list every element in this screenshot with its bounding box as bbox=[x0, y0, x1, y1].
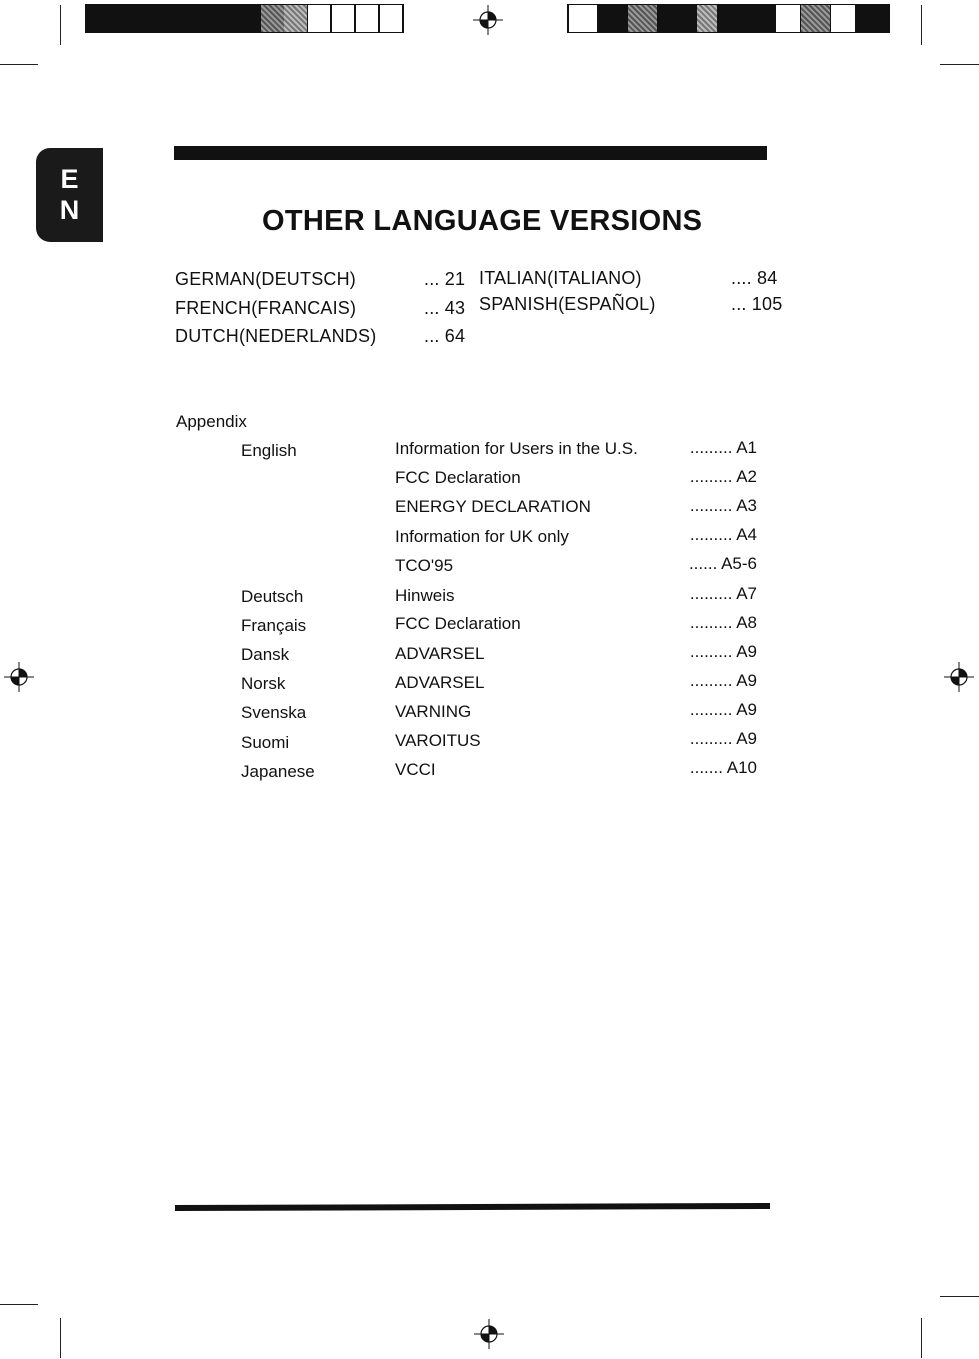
crop-mark bbox=[921, 5, 922, 45]
appendix-page: ...... A5-6 bbox=[688, 554, 757, 573]
language-page: ... 105 bbox=[731, 294, 783, 314]
crop-mark bbox=[0, 64, 38, 65]
appendix-description: FCC Declaration bbox=[395, 468, 521, 487]
appendix-page: ......... A9 bbox=[689, 642, 757, 661]
footer-rule bbox=[175, 1203, 770, 1211]
appendix-page: ......... A9 bbox=[689, 671, 757, 690]
registration-target-icon bbox=[4, 662, 34, 692]
appendix-description: Hinweis bbox=[395, 586, 455, 605]
language-name: SPANISH(ESPAÑOL) bbox=[479, 294, 656, 314]
registration-bar-left bbox=[85, 4, 404, 33]
language-name: GERMAN(DEUTSCH) bbox=[175, 269, 356, 289]
appendix-language: Français bbox=[241, 616, 307, 635]
appendix-language: English bbox=[241, 441, 297, 460]
language-page: ... 21 bbox=[424, 269, 466, 289]
crop-mark bbox=[940, 1296, 979, 1297]
appendix-description: Information for Users in the U.S. bbox=[395, 439, 638, 458]
crop-mark bbox=[60, 5, 61, 45]
appendix-description: TCO'95 bbox=[395, 556, 454, 575]
language-name: ITALIAN(ITALIANO) bbox=[479, 268, 642, 288]
appendix-page: ......... A4 bbox=[689, 525, 757, 544]
appendix-page: ......... A1 bbox=[689, 438, 757, 457]
registration-bar-right bbox=[567, 4, 890, 33]
header-rule bbox=[174, 146, 767, 160]
registration-target-icon bbox=[944, 662, 974, 692]
crop-mark bbox=[940, 64, 979, 65]
appendix-page: ......... A2 bbox=[689, 467, 757, 486]
appendix-language: Japanese bbox=[241, 762, 315, 781]
crop-mark bbox=[921, 1318, 922, 1358]
registration-target-icon bbox=[474, 1319, 504, 1349]
appendix-description: ADVARSEL bbox=[395, 644, 485, 663]
appendix-language: Norsk bbox=[241, 674, 286, 693]
appendix-description: ADVARSEL bbox=[395, 673, 485, 692]
appendix-page: ......... A9 bbox=[689, 700, 757, 719]
language-name: DUTCH(NEDERLANDS) bbox=[175, 326, 377, 346]
appendix-description: FCC Declaration bbox=[395, 614, 521, 633]
crop-mark bbox=[60, 1318, 61, 1358]
appendix-language: Dansk bbox=[241, 645, 290, 664]
appendix-language: Deutsch bbox=[241, 587, 304, 606]
appendix-description: VARNING bbox=[395, 702, 472, 721]
registration-target-icon bbox=[473, 5, 503, 35]
appendix-page: ......... A7 bbox=[689, 584, 757, 603]
appendix-description: Information for UK only bbox=[395, 527, 569, 546]
appendix-description: VCCI bbox=[395, 760, 436, 779]
appendix-page: ....... A10 bbox=[689, 758, 757, 777]
language-tab-letter: N bbox=[59, 195, 80, 225]
appendix-language: Svenska bbox=[241, 703, 307, 722]
language-name: FRENCH(FRANCAIS) bbox=[175, 298, 357, 318]
appendix-label: Appendix bbox=[176, 412, 247, 431]
language-page: .... 84 bbox=[731, 268, 778, 288]
appendix-description: ENERGY DECLARATION bbox=[395, 497, 591, 516]
language-page: ... 43 bbox=[424, 298, 466, 318]
appendix-page: ......... A9 bbox=[689, 729, 757, 748]
appendix-language: Suomi bbox=[241, 733, 290, 752]
language-tab-letter: E bbox=[60, 164, 79, 194]
appendix-page: ......... A8 bbox=[689, 613, 757, 632]
language-page: ... 64 bbox=[424, 326, 466, 346]
language-tab bbox=[36, 148, 103, 242]
page-title: OTHER LANGUAGE VERSIONS bbox=[262, 205, 703, 237]
appendix-description: VAROITUS bbox=[395, 731, 481, 750]
crop-mark bbox=[0, 1304, 38, 1305]
appendix-page: ......... A3 bbox=[689, 496, 757, 515]
